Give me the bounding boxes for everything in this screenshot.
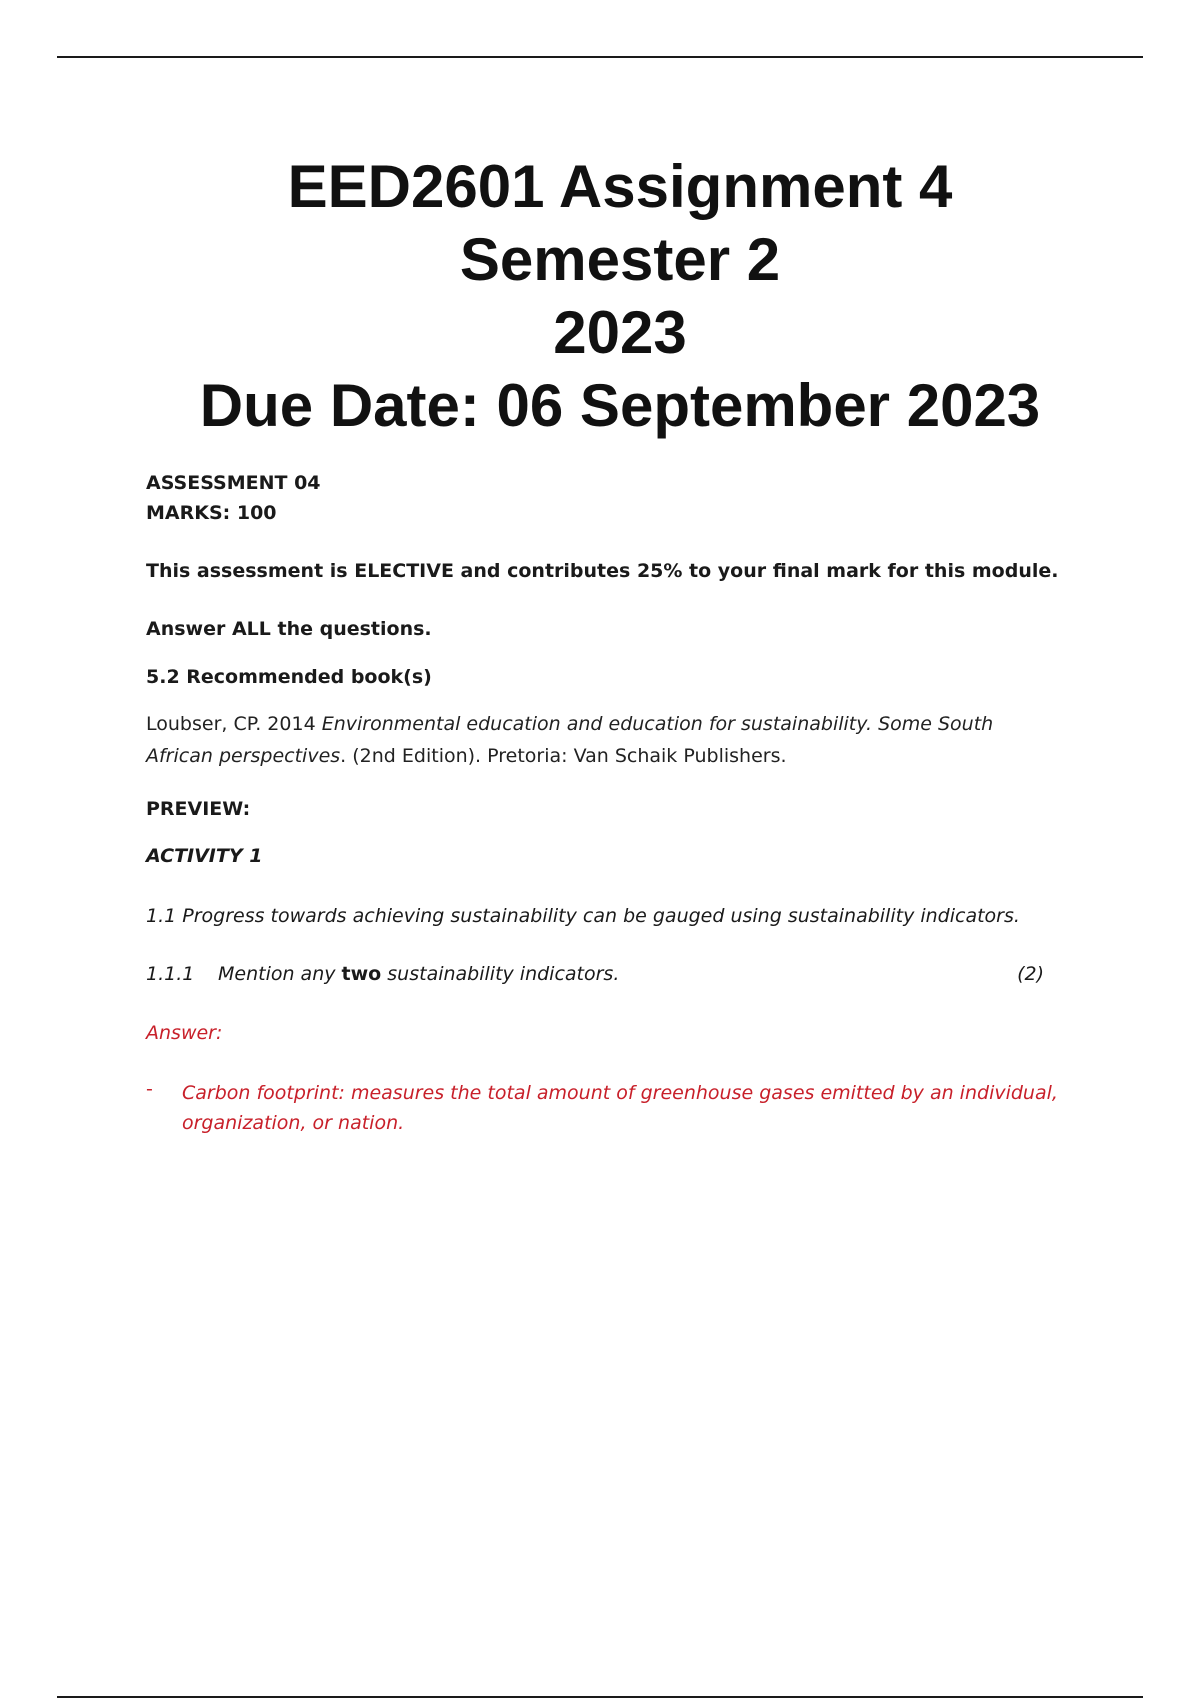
top-rule	[57, 56, 1143, 58]
question-emphasis: two	[341, 963, 382, 985]
book-reference	[146, 708, 1066, 772]
title-line-due-date: Due Date: 06 September 2023	[199, 372, 1041, 439]
marks-label: MARKS: 100	[146, 502, 277, 524]
activity-intro: 1.1 Progress towards achieving sustainability can be gauged using sustainability indicators.	[146, 905, 1020, 927]
document-title	[60, 150, 1180, 442]
book-author: Loubser, CP. 2014	[146, 713, 322, 735]
title-line-course: EED2601 Assignment 4	[287, 153, 953, 220]
question-number: 1.1.1	[146, 963, 195, 985]
preview-label: PREVIEW:	[146, 798, 251, 820]
title-line-semester: Semester 2	[459, 226, 781, 293]
book-title: Environmental education and education for sustainability. Some South African perspectives	[146, 713, 994, 767]
bottom-rule	[57, 1696, 1143, 1698]
recommended-books-heading: 5.2 Recommended book(s)	[146, 666, 432, 688]
answer-label: Answer:	[146, 1022, 223, 1044]
answer-bullet-text: Carbon footprint: measures the total amount of greenhouse gases emitted by an individual, organization, or nation.	[182, 1082, 1058, 1134]
answer-bullet	[146, 1078, 1096, 1138]
assessment-label: ASSESSMENT 04	[146, 472, 321, 494]
title-line-year: 2023	[553, 299, 687, 366]
book-details: . (2nd Edition). Pretoria: Van Schaik Publishers.	[340, 745, 787, 767]
elective-statement: This assessment is ELECTIVE and contributes 25% to your final mark for this module.	[146, 560, 1059, 582]
question-prefix: Mention any	[218, 963, 342, 985]
question-marks: (2)	[1017, 963, 1044, 985]
answer-all-instruction: Answer ALL the questions.	[146, 618, 432, 640]
activity-title: ACTIVITY 1	[146, 845, 263, 867]
bullet-marker: -	[146, 1078, 153, 1100]
question-1-1-1	[146, 963, 1044, 985]
question-suffix: sustainability indicators.	[381, 963, 620, 985]
